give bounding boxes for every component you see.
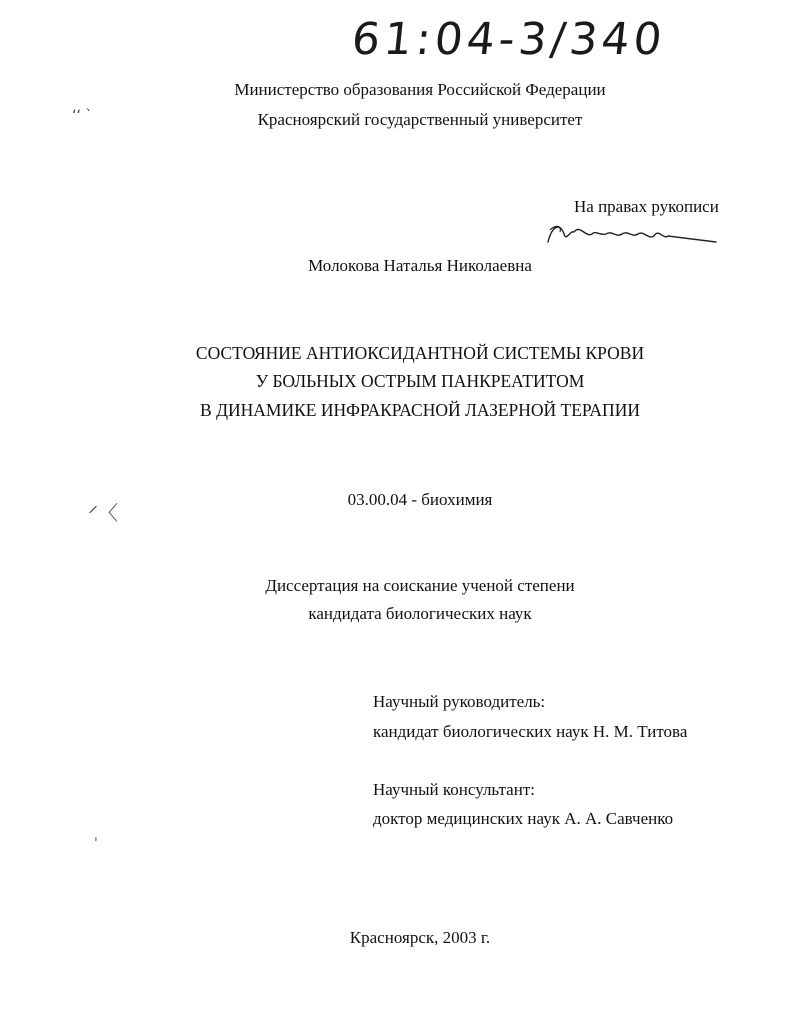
scan-mark: ˈ — [94, 836, 98, 852]
title-line-2: У БОЛЬНЫХ ОСТРЫМ ПАНКРЕАТИТОМ — [255, 371, 585, 391]
scan-mark: ‘‘ ˋ — [72, 108, 93, 124]
consultant-name: доктор медицинских наук А. А. Савченко — [373, 809, 674, 828]
scan-mark: ⸍〈 — [88, 501, 118, 525]
signature — [540, 212, 720, 252]
consultant-label: Научный консультант: — [373, 780, 535, 799]
degree-line-2: кандидата биологических наук — [308, 604, 532, 623]
specialty: 03.00.04 - биохимия — [347, 490, 493, 509]
ministry-name: Министерство образования Российской Федерации — [234, 80, 606, 99]
title-line-1: СОСТОЯНИЕ АНТИОКСИДАНТНОЙ СИСТЕМЫ КРОВИ — [195, 343, 645, 363]
university-name: Красноярский государственный университет — [257, 110, 583, 129]
archive-number: 61:04-3/340 — [349, 14, 669, 65]
degree-line-1: Диссертация на соискание ученой степени — [265, 576, 575, 595]
title-line-3: В ДИНАМИКЕ ИНФРАКРАСНОЙ ЛАЗЕРНОЙ ТЕРАПИИ — [200, 400, 640, 420]
supervisor-label: Научный руководитель: — [373, 692, 546, 711]
author-name: Молокова Наталья Николаевна — [308, 256, 532, 275]
supervisor-name: кандидат биологических наук Н. М. Титова — [373, 722, 688, 741]
manuscript-rights: На правах рукописи — [574, 197, 719, 216]
place-year: Красноярск, 2003 г. — [349, 928, 491, 947]
